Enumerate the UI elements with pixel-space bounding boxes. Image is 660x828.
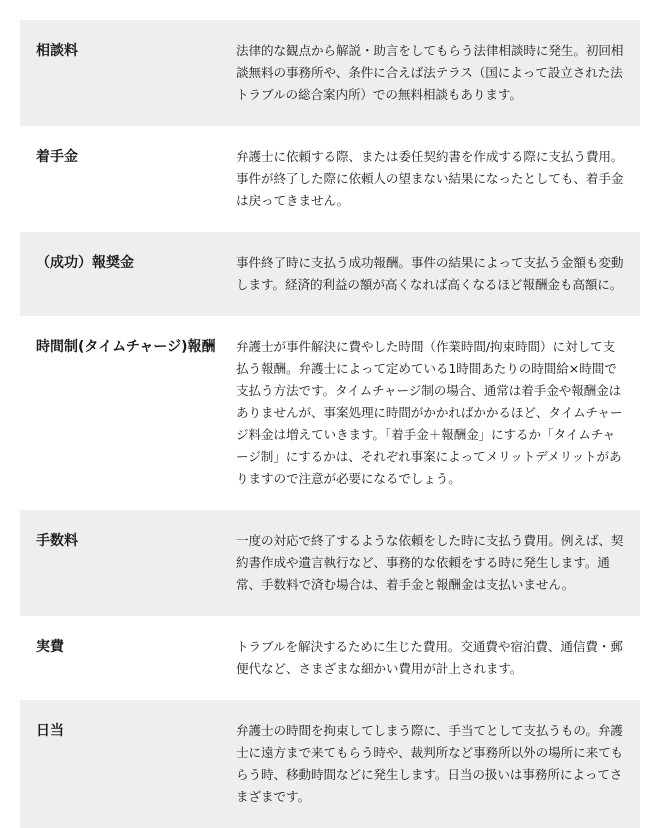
table-row (20, 616, 640, 700)
fee-term: 時間制(タイムチャージ)報酬 (20, 316, 236, 510)
fee-description: 一度の対応で終了するような依頼をした時に支払う費用。例えば、契約書作成や遺言執行など、事務的な依頼をする時に発生します。通常、手数料で済む場合は、着手金と報酬金は支払いません。 (236, 510, 640, 616)
table-row (20, 126, 640, 232)
fee-description: 弁護士の時間を拘束してしまう際に、手当てとして支払うもの。弁護士に遠方まで来てもらう時や、裁判所など事務所以外の場所に来てもらう時、移動時間などに発生します。日当の扱いは事務所によってさまざまです。 (236, 700, 640, 828)
fee-term: 相談料 (20, 20, 236, 126)
table-row (20, 510, 640, 616)
table-row (20, 20, 640, 126)
fee-term: 実費 (20, 616, 236, 700)
table-row (20, 700, 640, 828)
table-row (20, 232, 640, 316)
fee-description: 事件終了時に支払う成功報酬。事件の結果によって支払う金額も変動します。経済的利益の額が高くなれば高くなるほど報酬金も高額に。 (236, 232, 640, 316)
fee-description: トラブルを解決するために生じた費用。交通費や宿泊費、通信費・郵便代など、さまざまな細かい費用が計上されます。 (236, 616, 640, 700)
fee-term: 着手金 (20, 126, 236, 232)
fee-table (20, 20, 640, 828)
fee-description: 弁護士が事件解決に費やした時間（作業時間/拘束時間）に対して支払う報酬。弁護士によって定めている1時間あたりの時間給×時間で支払う方法です。タイムチャージ制の場合、通常は着手金や報酬金はありませんが、事案処理に時間がかかればかかるほど、タイムチャージ料金は増えていきます。「着手金＋報酬金」にするか「タイムチャージ制」にするかは、それぞれ事案によってメリットデメリットがありますので注意が必要になるでしょう。 (236, 316, 640, 510)
fee-description: 弁護士に依頼する際、または委任契約書を作成する際に支払う費用。事件が終了した際に依頼人の望まない結果になったとしても、着手金は戻ってきません。 (236, 126, 640, 232)
table-row (20, 316, 640, 510)
fee-description: 法律的な観点から解説・助言をしてもらう法律相談時に発生。初回相談無料の事務所や、条件に合えば法テラス（国によって設立された法トラブルの総合案内所）での無料相談もあります。 (236, 20, 640, 126)
fee-term: 手数料 (20, 510, 236, 616)
fee-term: 日当 (20, 700, 236, 828)
fee-term: （成功）報奨金 (20, 232, 236, 316)
